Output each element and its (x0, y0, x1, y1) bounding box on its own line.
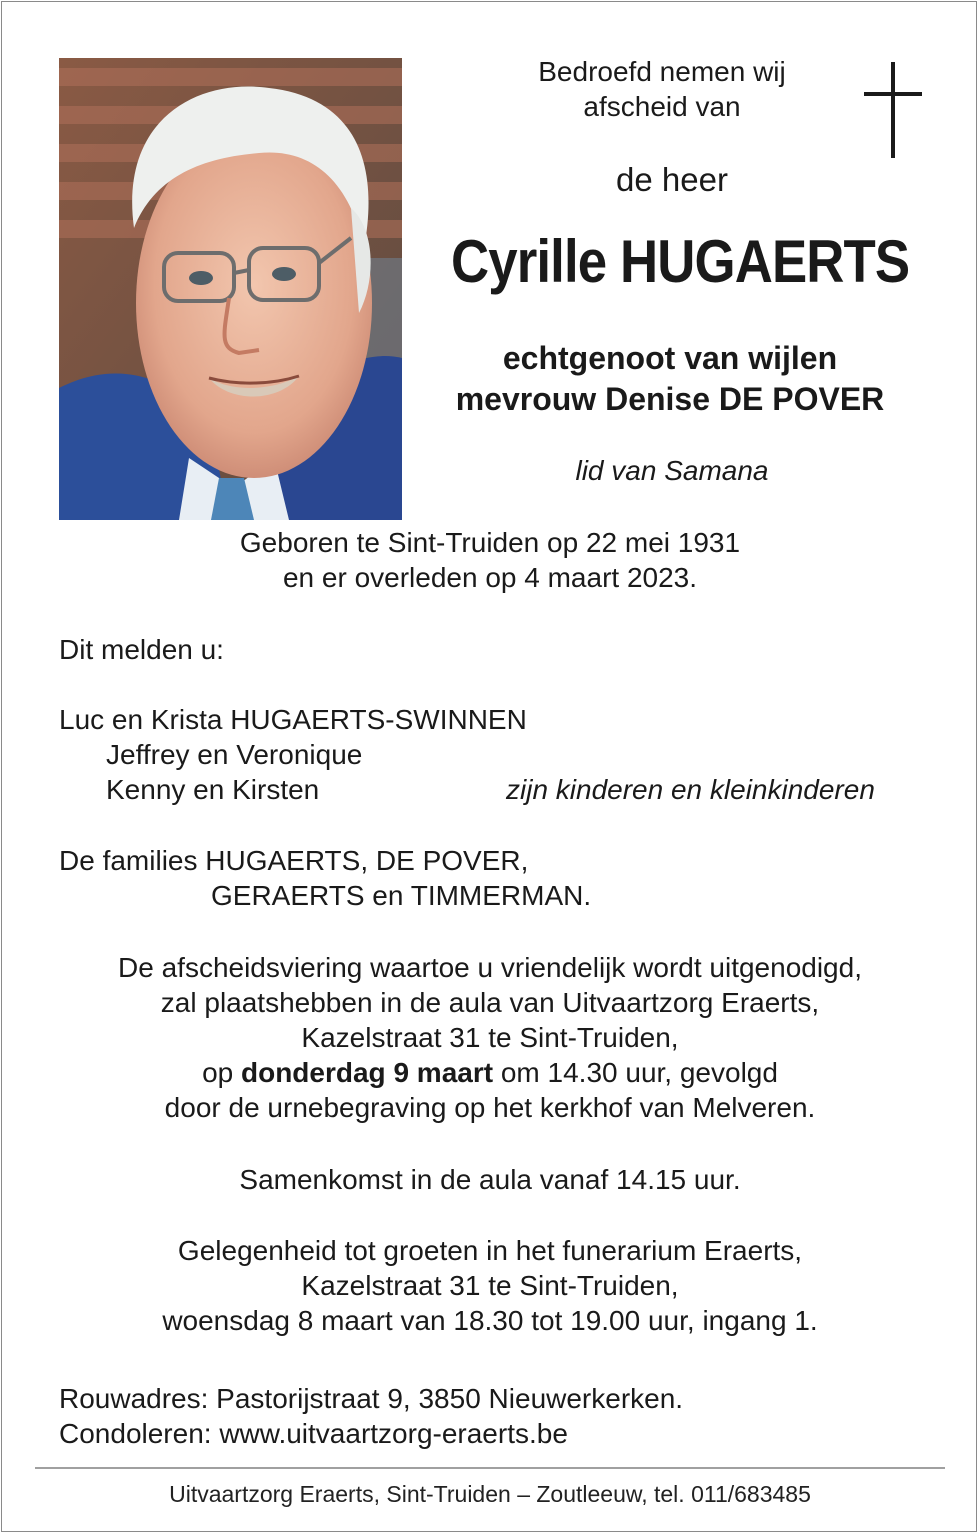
ceremony-line-3: Kazelstraat 31 te Sint-Truiden, (301, 1022, 679, 1053)
visitation-line-2: Kazelstraat 31 te Sint-Truiden, (301, 1270, 679, 1301)
relation-label: zijn kinderen en kleinkinderen (506, 774, 875, 805)
ceremony-line-4-post: om 14.30 uur, gevolgd (500, 1057, 778, 1088)
visitation-line-1: Gelegenheid tot groeten in het funerarium Eraerts, (177, 1235, 803, 1266)
death-line: en er overleden op 4 maart 2023. (282, 562, 698, 593)
footer-divider (35, 1467, 945, 1469)
grandchildren-1: Jeffrey en Veronique (106, 739, 363, 770)
grandchildren-2: Kenny en Kirsten (106, 774, 320, 805)
mourning-address: Rouwadres: Pastorijstraat 9, 3850 Nieuwerkerken. (59, 1383, 684, 1414)
footer-funeral-home: Uitvaartzorg Eraerts, Sint-Truiden – Zoutleeuw, tel. 011/683485 (169, 1481, 811, 1507)
deceased-name: Cyrille HUGAERTS (450, 228, 910, 295)
spouse-line-1: echtgenoot van wijlen (502, 340, 838, 376)
announce-text: Dit melden u: (59, 634, 224, 665)
gathering-text: Samenkomst in de aula vanaf 14.15 uur. (239, 1164, 741, 1195)
intro-line-2: afscheid van (583, 91, 741, 122)
intro-line-1: Bedroefd nemen wij (538, 56, 786, 87)
title-prefix: de heer (616, 161, 728, 198)
ceremony-line-1: De afscheidsviering waartoe u vriendelijk wordt uitgenodigd, (118, 952, 862, 983)
membership: lid van Samana (575, 455, 769, 486)
portrait-photo (59, 58, 402, 520)
birth-line: Geboren te Sint-Truiden op 22 mei 1931 (239, 527, 741, 558)
ceremony-line-4 (40, 1055, 940, 1090)
families-line-1: De families HUGAERTS, DE POVER, (59, 845, 529, 876)
ceremony-line-4-pre: op (202, 1057, 234, 1088)
spouse-line-2: mevrouw Denise DE POVER (455, 381, 885, 417)
ceremony-line-2: zal plaatshebben in de aula van Uitvaartzorg Eraerts, (160, 987, 820, 1018)
latin-cross-icon (862, 62, 924, 158)
ceremony-line-5: door de urnebegraving op het kerkhof van Melveren. (164, 1092, 816, 1123)
visitation-line-3: woensdag 8 maart van 18.30 tot 19.00 uur, ingang 1. (162, 1305, 818, 1336)
children-names: Luc en Krista HUGAERTS-SWINNEN (59, 704, 527, 735)
families-line-2: GERAERTS en TIMMERMAN. (211, 880, 592, 911)
ceremony-date: donderdag 9 maart (241, 1057, 494, 1088)
condolence-link[interactable]: Condoleren: www.uitvaartzorg-eraerts.be (59, 1418, 568, 1449)
